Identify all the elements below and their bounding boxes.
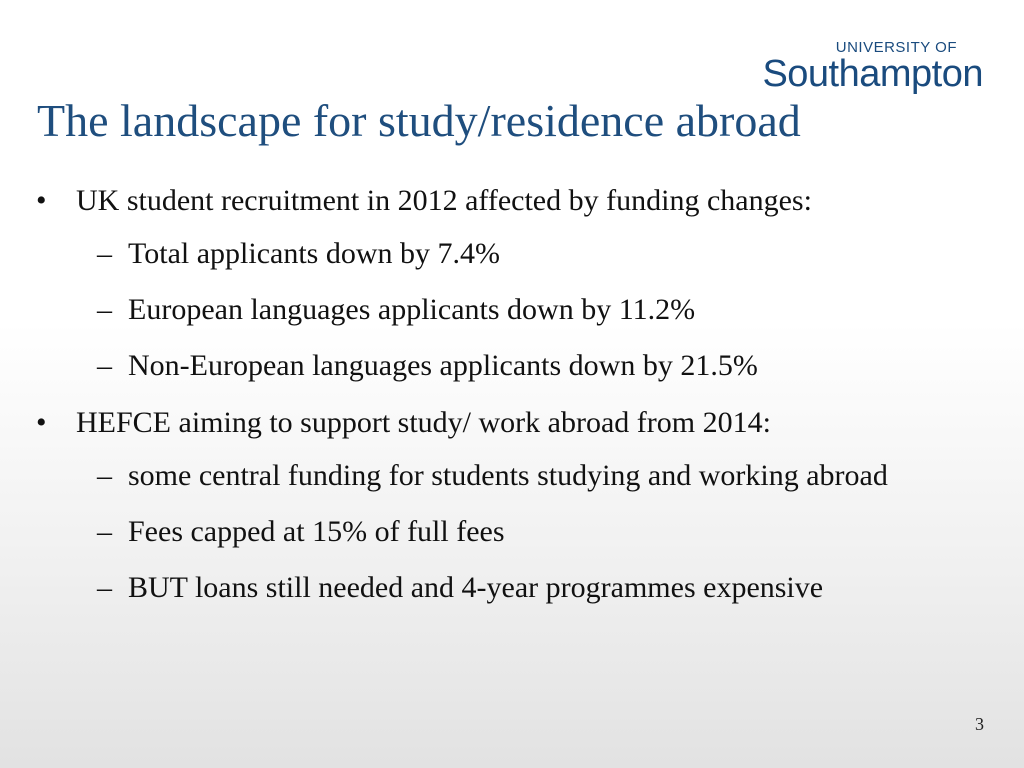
sub-bullet-text: European languages applicants down by 11.2% (128, 293, 696, 326)
dash-marker: – (97, 459, 112, 492)
sub-bullet-total-applicants (36, 235, 988, 272)
university-logo (737, 40, 983, 93)
sub-bullet-non-european-applicants (36, 347, 988, 384)
bullet-dot: • (36, 406, 47, 439)
sub-bullet-text: Non-European languages applicants down by 21.5% (128, 349, 758, 382)
sub-bullet-european-applicants (36, 291, 988, 328)
page-number: 3 (975, 714, 984, 734)
sub-bullet-text: BUT loans still needed and 4-year programmes expensive (128, 571, 824, 604)
bullet-uk-recruitment (36, 182, 876, 219)
sub-bullet-central-funding (36, 457, 988, 494)
logo-southampton: Southampton (762, 53, 983, 95)
sub-bullet-fees-capped (36, 513, 988, 550)
dash-marker: – (97, 349, 112, 382)
sub-bullet-text: some central funding for students studying and working abroad (128, 459, 888, 492)
bullet-hefce (36, 404, 876, 441)
sub-bullet-text: Fees capped at 15% of full fees (128, 515, 505, 548)
dash-marker: – (97, 293, 112, 326)
sub-bullet-text: Total applicants down by 7.4% (128, 237, 500, 270)
dash-marker: – (97, 237, 112, 270)
slide-body (36, 182, 986, 625)
dash-marker: – (97, 515, 112, 548)
bullet-text: UK student recruitment in 2012 affected by funding changes: (76, 184, 812, 217)
sub-bullet-loans-needed (36, 569, 988, 606)
slide-title: The landscape for study/residence abroad (37, 95, 801, 146)
bullet-dot: • (36, 184, 47, 217)
logo-university-of: UNIVERSITY OF (835, 39, 957, 56)
bullet-text: HEFCE aiming to support study/ work abroad from 2014: (76, 406, 771, 439)
dash-marker: – (97, 571, 112, 604)
